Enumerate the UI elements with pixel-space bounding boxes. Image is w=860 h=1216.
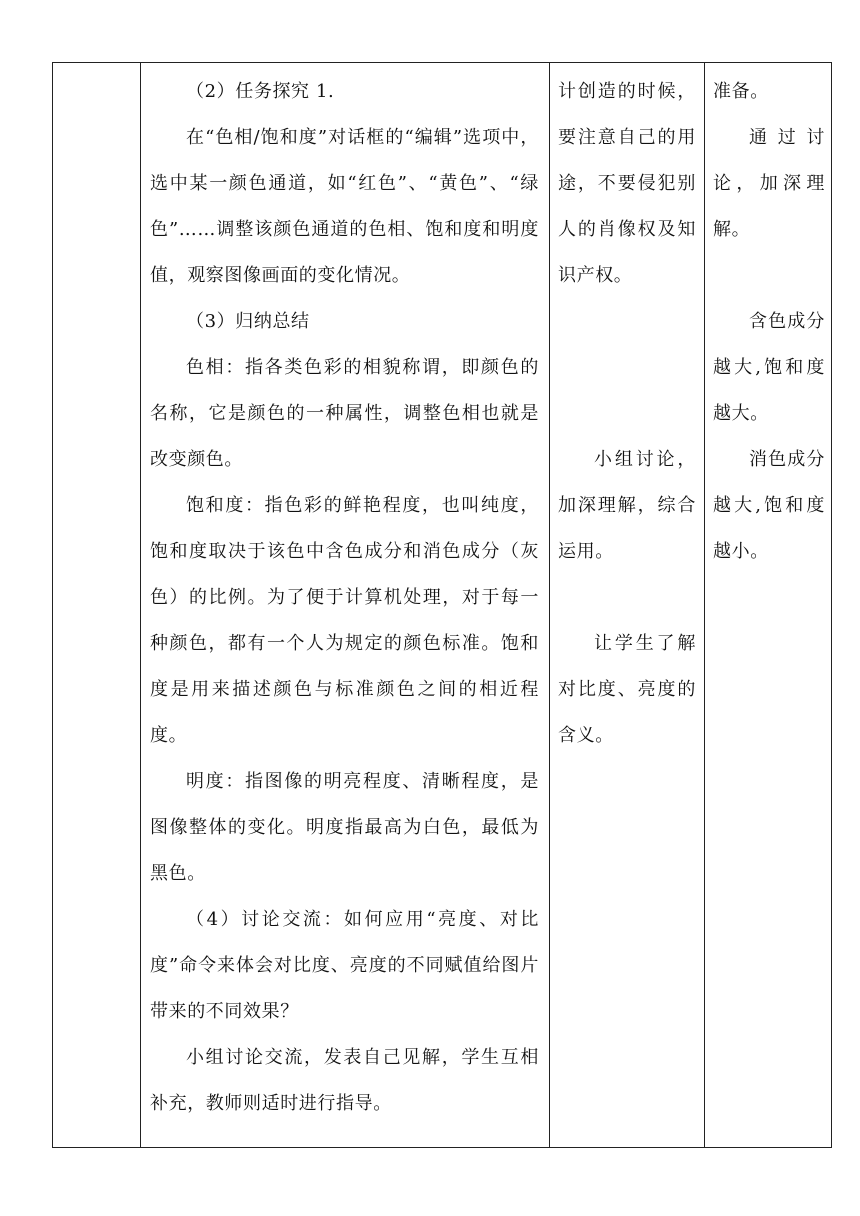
- section-heading-discussion: （4）讨论交流：如何应用“亮度、对比度”命令来体会对比度、亮度的不同赋值给图片带来的不同效果？: [150, 909, 539, 1022]
- table-row: [53, 63, 832, 1148]
- intent-paragraph: 准备。: [713, 81, 769, 102]
- section-heading-task: （2）任务探究 1.: [186, 81, 335, 102]
- content-paragraph-group: 小组讨论交流，发表自己见解，学生互相补充，教师则适时进行指导。: [150, 1047, 539, 1114]
- intent-paragraph: 通过讨论，加深理解。: [713, 127, 825, 240]
- content-paragraph-saturation: 饱和度：指色彩的鲜艳程度，也叫纯度，饱和度取决于该色中含色成分和消色成分（灰色）的比例。为了便于计算机处理，对于每一种颜色，都有一个人为规定的颜色标准。饱和度是用来描述颜色与标准颜色之间的相近程度。: [150, 495, 539, 746]
- content-paragraph-hue: 色相：指各类色彩的相貌称谓，即颜色的名称，它是颜色的一种属性，调整色相也就是改变颜色。: [150, 357, 539, 470]
- phase-cell: [53, 63, 141, 1148]
- content-paragraph: 在“色相/饱和度”对话框的“编辑”选项中，选中某一颜色通道，如“红色”、“黄色”、“绿色”……调整该颜色通道的色相、饱和度和明度值，观察图像画面的变化情况。: [150, 127, 539, 286]
- activity-paragraph: 让学生了解对比度、亮度的含义。: [558, 633, 696, 746]
- design-intent-cell: [705, 63, 832, 1148]
- activity-paragraph: 小组讨论，加深理解，综合运用。: [558, 449, 696, 562]
- lesson-plan-table: [52, 62, 832, 1148]
- section-heading-summary: （3）归纳总结: [186, 311, 310, 332]
- content-paragraph-brightness: 明度：指图像的明亮程度、清晰程度，是图像整体的变化。明度指最高为白色，最低为黑色。: [150, 771, 539, 884]
- intent-paragraph: 含色成分越大,饱和度越大。: [713, 311, 825, 424]
- student-activity-cell: [550, 63, 705, 1148]
- teaching-content-cell: [141, 63, 550, 1148]
- intent-paragraph: 消色成分越大,饱和度越小。: [713, 449, 825, 562]
- activity-paragraph: 计创造的时候，要注意自己的用途，不要侵犯别人的肖像权及知识产权。: [558, 81, 696, 286]
